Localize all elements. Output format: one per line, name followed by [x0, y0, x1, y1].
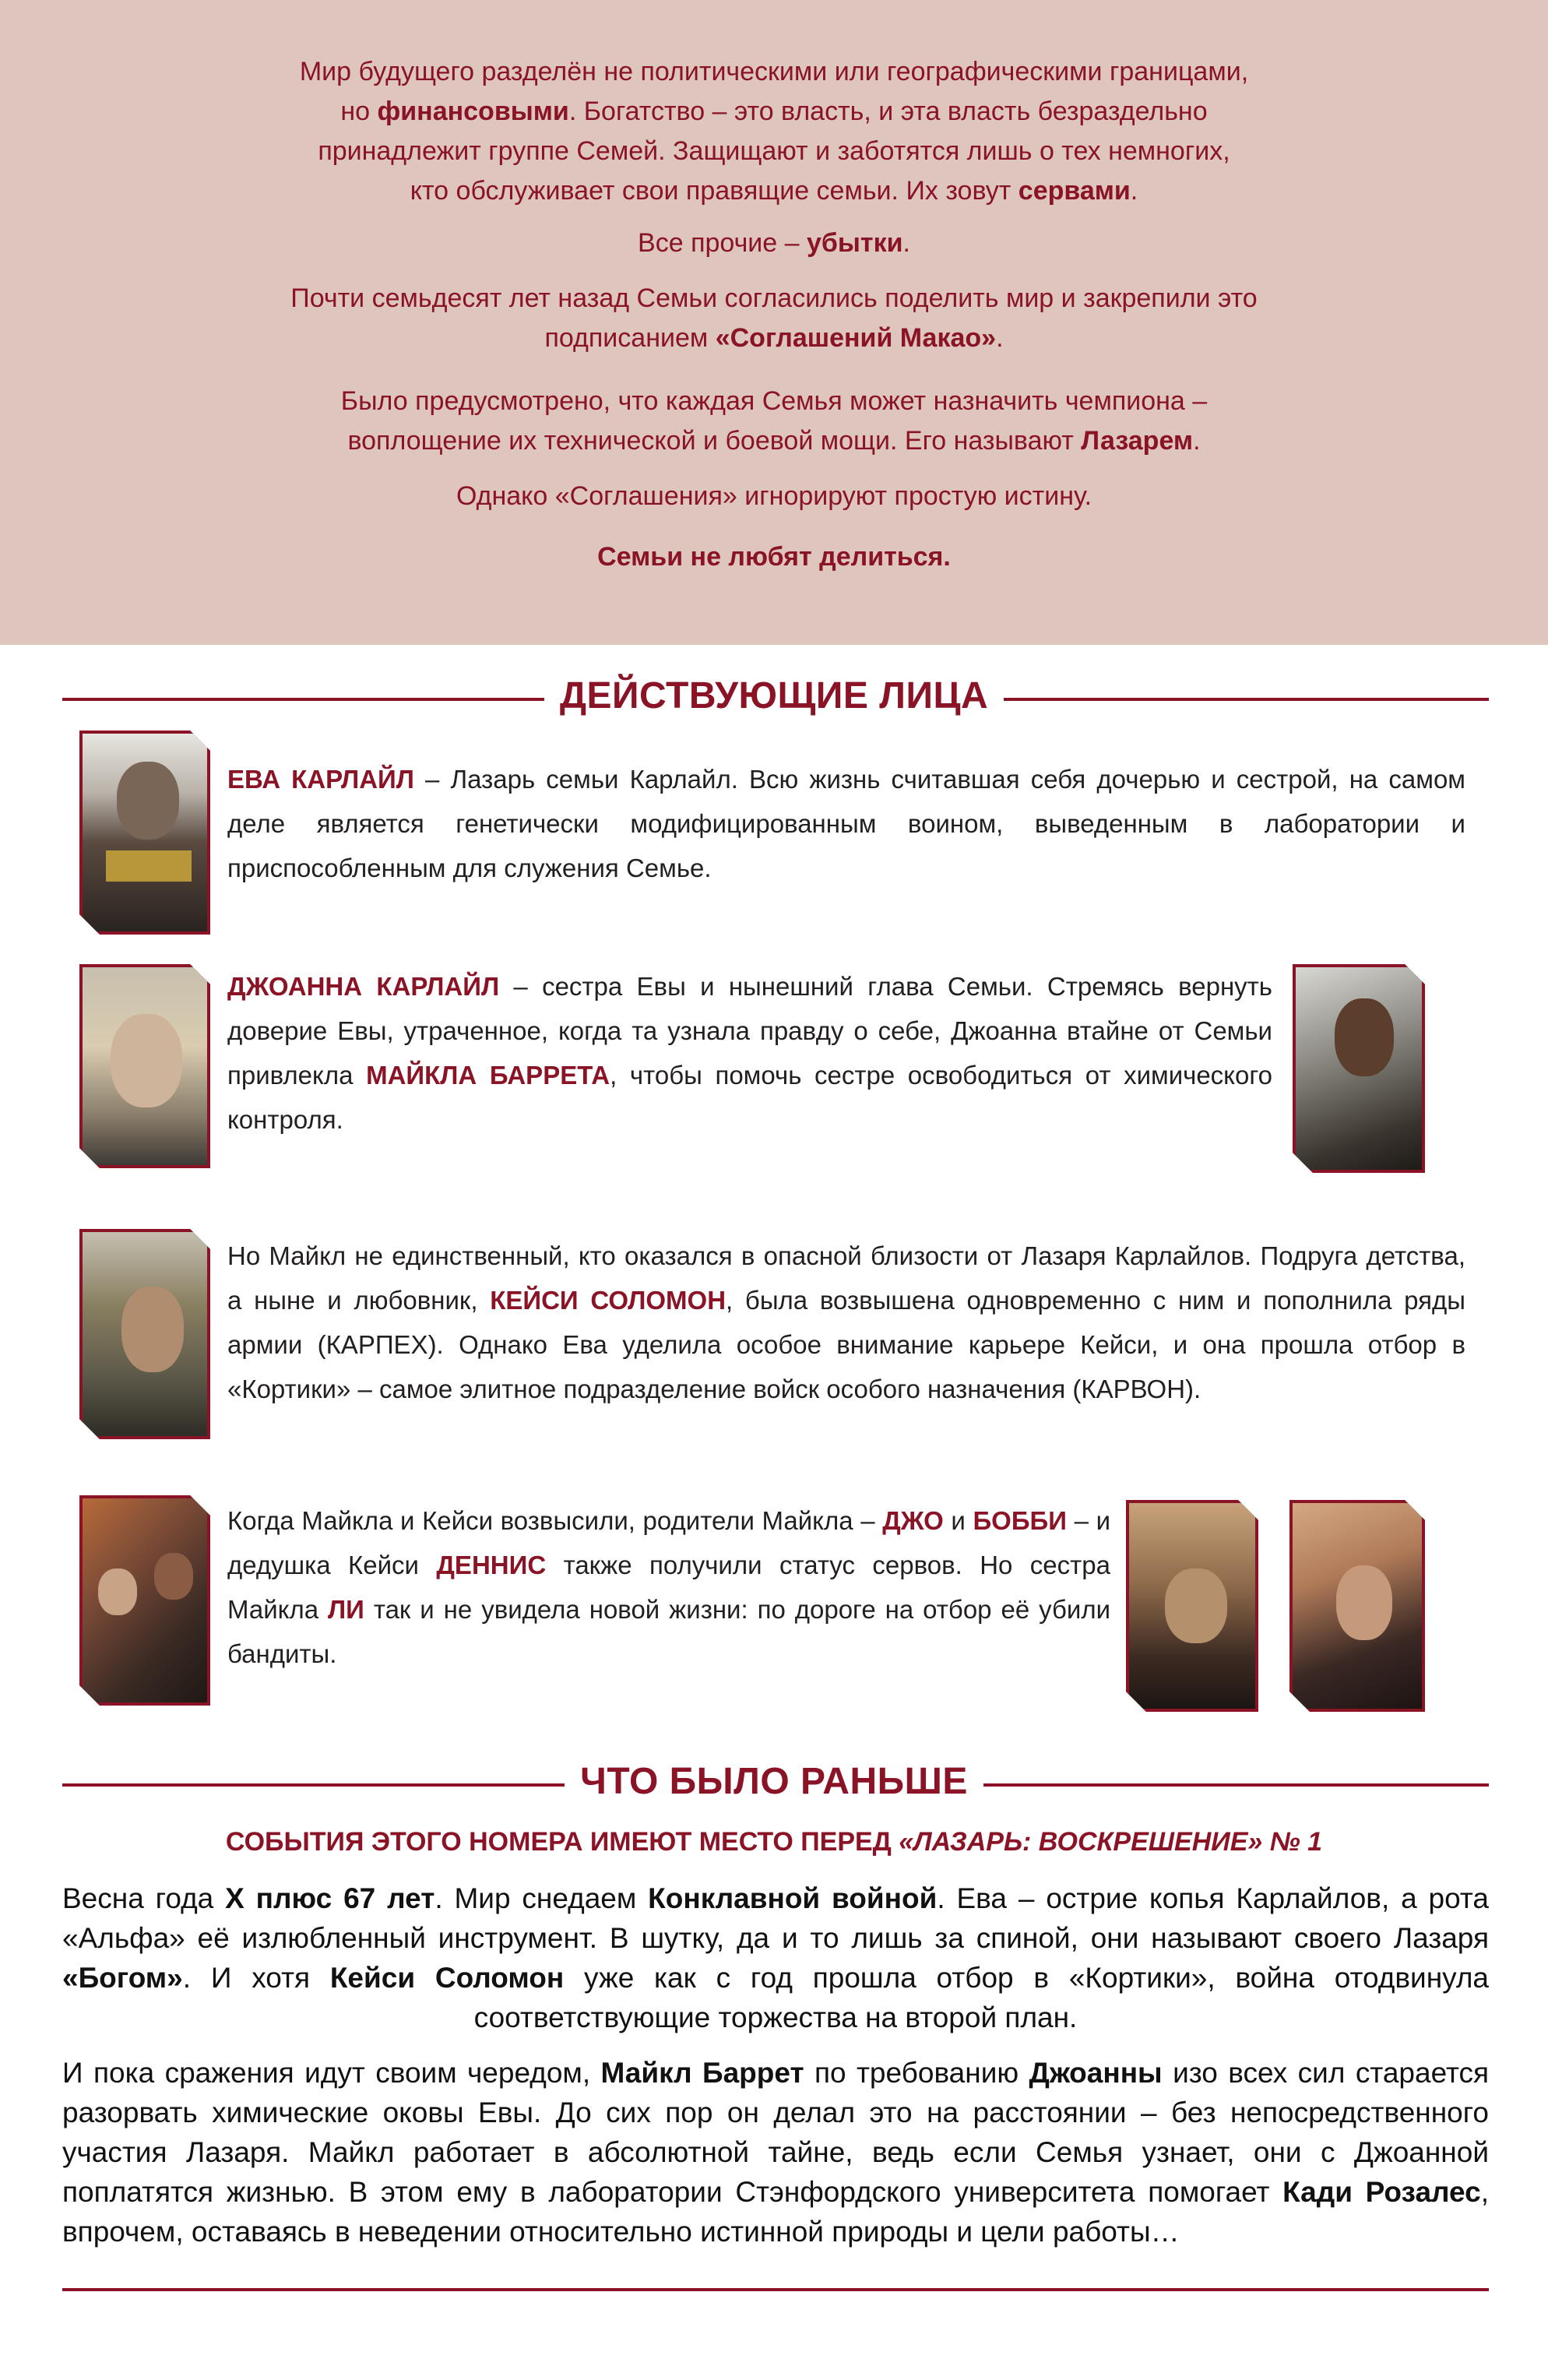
casey-name: КЕЙСИ СОЛОМОН [490, 1286, 727, 1315]
recap-paragraph-1: Весна года Х плюс 67 лет. Мир снедаем Конклавной войной. Ева – острие копья Карлайлов, а рота «Альфа» её излюбленный инструмент. В шутку, да и то лишь за спиной, они называют своего Лазаря «Богом». И хотя Кейси Соломон уже как с год прошла отбор в «Кортики», война отодвинула соответствующие торжества на второй план. [62, 1882, 1489, 2033]
recap-paragraph-2: И пока сражения идут своим чередом, Майкл Баррет по требованию Джоанны изо всех сил старается разорвать химические оковы Евы. До сих пор он делал это на расстоянии – без непосредственного участия Лазаря. Майкл работает в абсолютной тайне, ведь если Семья узнает, они с Джоанной поплатятся жизнью. В этом ему в лаборатории Стэнфордского университета помогает Кади Розалес, впрочем, оставаясь в неведении относительно истинной природы и цели работы… [62, 2057, 1490, 2248]
previously-subtitle: СОБЫТИЯ ЭТОГО НОМЕРА ИМЕЮТ МЕСТО ПЕРЕД «ЛАЗАРЬ: ВОСКРЕШЕНИЕ» № 1 [225, 1827, 1323, 1857]
intro-line: воплощение их технической и боевой мощи. Его называют Лазарем. [347, 426, 1201, 456]
intro-line: но финансовыми. Богатство – это власть, и эта власть безраздельно [340, 97, 1208, 126]
intro-line: принадлежит группе Семей. Защищают и заботятся лишь о тех немногих, [318, 136, 1230, 166]
eva-name: ЕВА КАРЛАЙЛ [227, 765, 414, 794]
intro-line: подписанием «Соглашений Макао». [544, 323, 1004, 353]
cast-heading: ДЕЙСТВУЮЩИЕ ЛИЦА [0, 674, 1548, 717]
intro-line: Было предусмотрено, что каждая Семья может назначить чемпиона – [340, 386, 1208, 416]
joanna-description: ДЖОАННА КАРЛАЙЛ – сестра Евы и нынешний глава Семьи. Стремясь вернуть доверие Евы, утраченное, когда та узнала правду о себе, Джоанна втайне от Семьи привлекла МАЙКЛА БАРРЕТА, чтобы помочь сестре освободиться от химического контроля. [227, 972, 1272, 1134]
joanna-name: ДЖОАННА КАРЛАЙЛ [227, 972, 500, 1001]
previously-heading: ЧТО БЫЛО РАНЬШЕ [0, 1760, 1548, 1803]
michael-name: МАЙКЛА БАРРЕТА [366, 1061, 610, 1090]
joe-name: ДЖО [882, 1506, 944, 1535]
intro-line: Почти семьдесят лет назад Семьи согласились поделить мир и закрепили это [290, 283, 1258, 313]
dennis-name: ДЕННИС [436, 1551, 547, 1579]
lee-name: ЛИ [328, 1595, 364, 1624]
eva-description: ЕВА КАРЛАЙЛ – Лазарь семьи Карлайл. Всю жизнь считавшая себя дочерью и сестрой, на самом деле является генетически модифицированным воином, выведенным в лаборатории и приспособленным для служения Семье. [227, 765, 1465, 882]
bobby-name: БОББИ [973, 1506, 1067, 1535]
intro-line: Мир будущего разделён не политическими или географическими границами, [299, 57, 1249, 86]
family-portrait [79, 1495, 210, 1706]
casey-description: Но Майкл не единственный, кто оказался в опасной близости от Лазаря Карлайлов. Подруга детства, а ныне и любовник, КЕЙСИ СОЛОМОН, была возвышена одновременно с ним и пополнила ряды армии (КАРПЕХ). Однако Ева уделила особое внимание карьере Кейси, и она прошла отбор в «Кортики» – самое элитное подразделение войск особого назначения (КАРВОН). [227, 1241, 1465, 1403]
lee-portrait [1289, 1500, 1425, 1712]
michael-portrait [1293, 964, 1425, 1173]
intro-line: Однако «Соглашения» игнорируют простую истину. [456, 481, 1092, 511]
casey-portrait [79, 1229, 210, 1439]
intro-line: Все прочие – убытки. [638, 228, 910, 258]
family-description: Когда Майкла и Кейси возвысили, родители Майкла – ДЖО и БОББИ – и дедушка Кейси ДЕННИС также получили статус сервов. Но сестра Майкла ЛИ так и не увидела новой жизни: по дороге на отбор её убили бандиты. [227, 1506, 1111, 1668]
bottom-rule [62, 2288, 1489, 2291]
intro-tagline: Семьи не любят делиться. [597, 542, 951, 572]
eva-portrait [79, 731, 210, 935]
intro-panel [0, 0, 1548, 645]
dennis-portrait [1126, 1500, 1258, 1712]
intro-line: кто обслуживает свои правящие семьи. Их зовут сервами. [410, 176, 1138, 206]
joanna-portrait [79, 964, 210, 1168]
